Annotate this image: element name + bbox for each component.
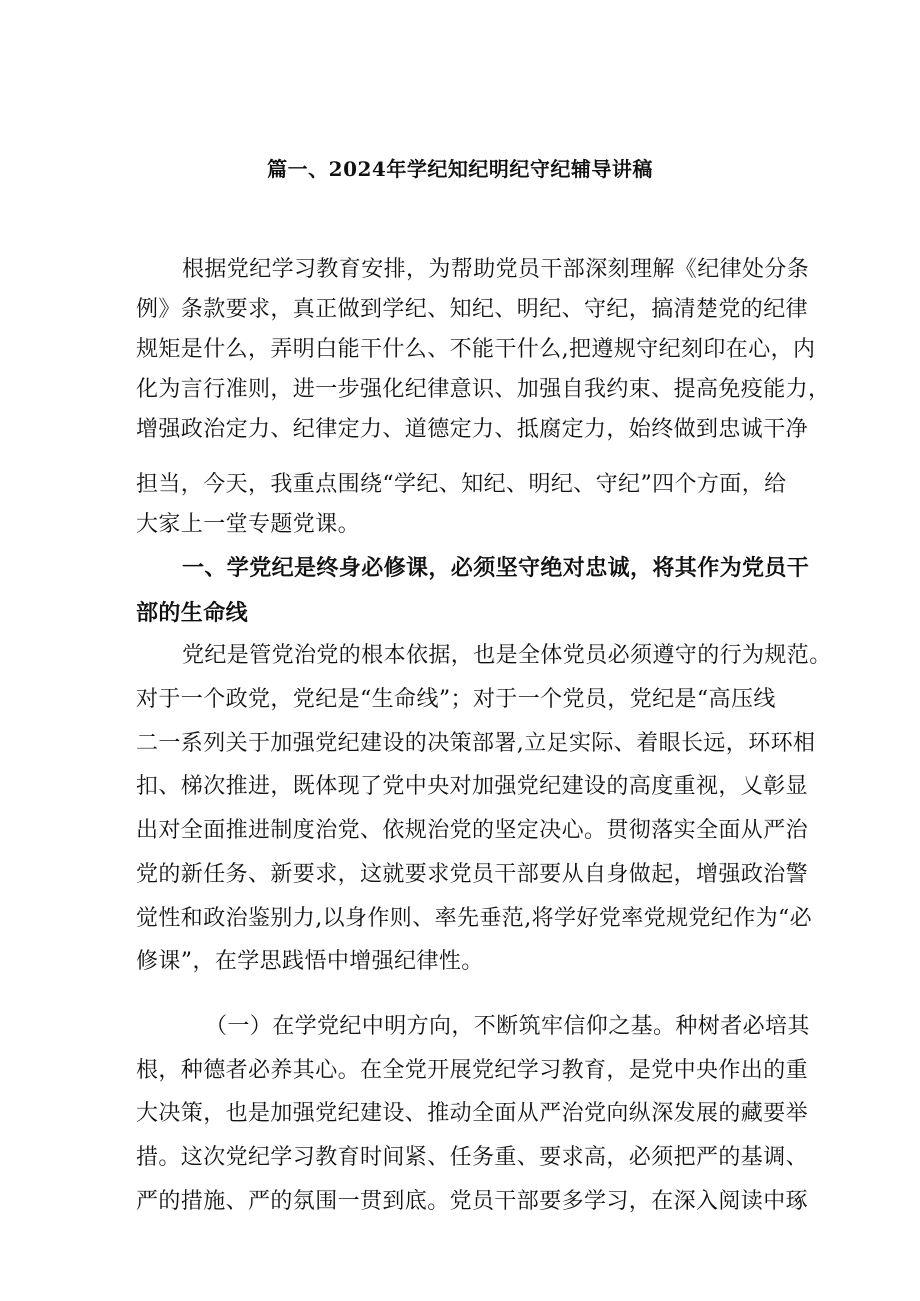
paragraph-line: 措。这次党纪学习教育时间紧、任务重、要求高，必须把严的基调、	[136, 1145, 809, 1170]
paragraph-line: 大家上一堂专题党课。	[136, 512, 361, 537]
paragraph-line: 出对全面推进制度治党、依规治党的坚定决心。贯彻落实全面从严治	[136, 818, 809, 843]
paragraph-line: 扣、梯次推进，既体现了党中央对加强党纪建设的高度重视，乂彰显	[136, 774, 809, 799]
paragraph-line: 例》条款要求，真正做到学纪、知纪、明纪、守纪，搞清楚党的纪律	[136, 297, 809, 322]
section-heading: 一、学党纪是终身必修课，必须坚守绝对忠诚，将其作为党员干	[182, 555, 810, 581]
paragraph-line: （一）在学党纪中明方向，不断筑牢信仰之基。种树者必培其	[205, 1014, 810, 1039]
paragraph-line: 觉性和政治鉴别力,以身作则、率先垂范,将学好党率党规党纪作为“必	[136, 906, 813, 931]
paragraph-line: 大决策，也是加强党纪建设、推动全面从严治党向纵深发展的藏要举	[136, 1101, 809, 1126]
paragraph-line: 规矩是什么，弄明白能干什么、不能干什么,把遵规守纪刻印在心，内	[136, 337, 816, 362]
paragraph-line: 对于一个政党，党纪是“生命线”；对于一个党员，党纪是“高压线	[136, 687, 776, 712]
paragraph-line: 党纪是管党治党的根本依据，也是全体党员必须遵守的行为规范。	[182, 643, 832, 668]
paragraph-line: 严的措施、严的氛围一贯到底。党员干部要多学习，在深入阅读中琢	[136, 1189, 809, 1214]
paragraph-line: 根据党纪学习教育安排，为帮助党员干部深刻理解《纪律处分条	[182, 257, 810, 282]
section-heading: 部的生命线	[136, 600, 249, 626]
paragraph-line: 根，种德者必养其心。在全党开展党纪学习教育，是党中央作出的重	[136, 1058, 809, 1083]
paragraph-line: 增强政治定力、纪律定力、道德定力、抵腐定力，始终做到忠诚干净	[136, 417, 809, 442]
paragraph-line: 二一系列关于加强党纪建设的决策部署,立足实际、着眼长远，环环相	[136, 731, 816, 756]
paragraph-line: 担当，今天，我重点围绕“学纪、知纪、明纪、守纪”四个方面，给	[136, 472, 787, 497]
paragraph-line: 化为言行准则，进一步强化纪律意识、加强自我约束、提高免疫能力，	[136, 377, 831, 402]
paragraph-line: 党的新任务、新要求，这就要求党员干部要从自身做起，增强政治警	[136, 862, 809, 887]
paragraph-line: 修课”，在学思践悟中增强纪律性。	[136, 949, 484, 974]
document-title: 篇一、2024年学纪知纪明纪守纪辅导讲稿	[267, 157, 653, 181]
